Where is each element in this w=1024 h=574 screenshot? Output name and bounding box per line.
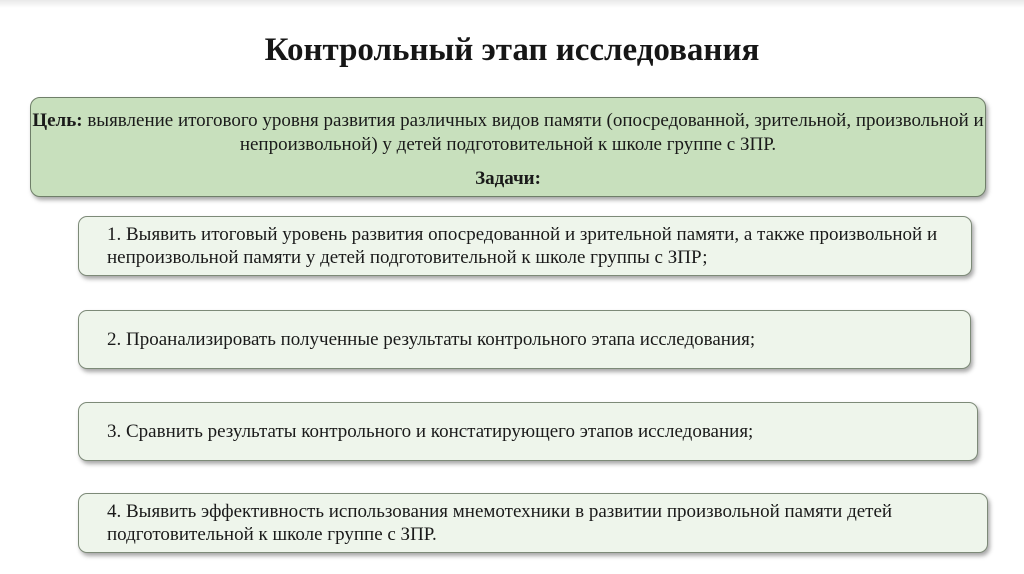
goal-description: выявление итогового уровня развития различных видов памяти (опосредованной, зрительной, произвольной и непроизвольной) у детей подготовительной к школе группе с ЗПР. — [82, 110, 984, 155]
goal-text — [31, 109, 985, 157]
task-box-4 — [78, 493, 988, 553]
slide-top-strip — [0, 0, 1024, 8]
task-box-1 — [78, 216, 972, 276]
task-box-3 — [78, 402, 978, 461]
task-text-1: 1. Выявить итоговый уровень развития опосредованной и зрительной памяти, а также произвольной и непроизвольной памяти у детей подготовительной к школе группы с ЗПР; — [107, 224, 938, 268]
task-text-2: 2. Проанализировать полученные результаты контрольного этапа исследования; — [107, 329, 756, 350]
task-box-2 — [78, 310, 971, 369]
slide-title: Контрольный этап исследования — [264, 32, 760, 68]
goal-box — [30, 97, 986, 197]
task-text-3: 3. Сравнить результаты контрольного и констатирующего этапов исследования; — [107, 421, 754, 442]
goal-label: Цель: — [32, 110, 83, 131]
task-text-4: 4. Выявить эффективность использования мнемотехники в развитии произвольной памяти детей подготовительной к школе группе с ЗПР. — [107, 501, 893, 545]
tasks-heading: Задачи: — [475, 168, 541, 189]
